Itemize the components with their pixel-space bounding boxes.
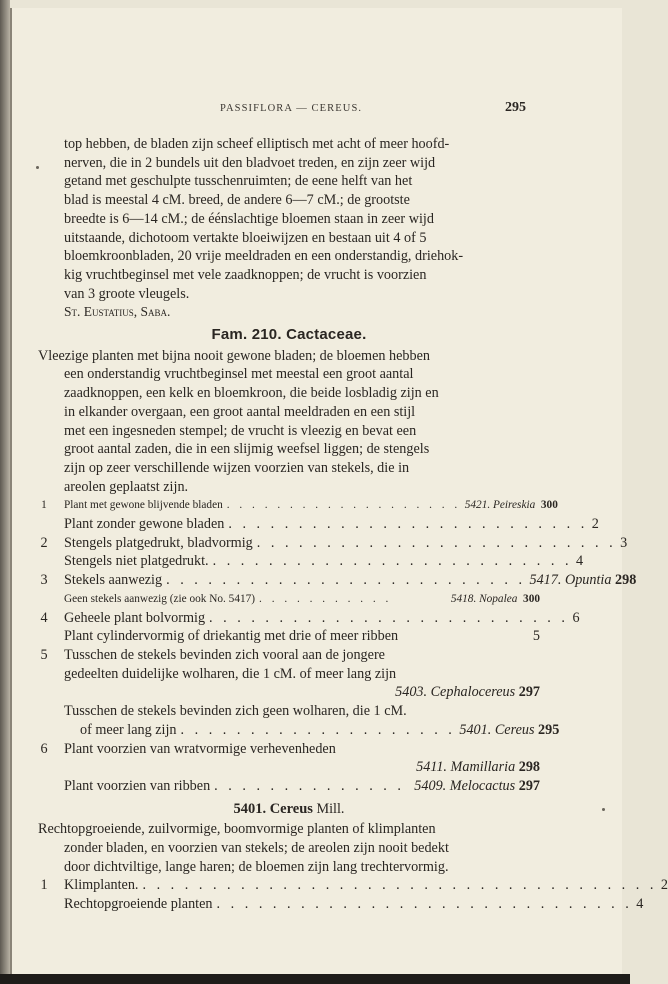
genus-title [38, 800, 540, 819]
family-key [38, 496, 637, 795]
key-text: Plant cylindervormig of driekantig met drie of meer ribben [64, 628, 399, 645]
key-row [38, 740, 540, 777]
text-line: door dichtviltige, lange haren; de bloemen zijn lang trechtervormig. [64, 858, 449, 875]
key-text: gedeelten duidelijke wolharen, die 1 cM. of meer lang zijn [64, 665, 397, 682]
page-ref: 298 [518, 759, 540, 776]
genus-description [38, 820, 540, 876]
page-bottom-edge [0, 974, 630, 984]
key-continuation [64, 721, 560, 740]
page-number: 295 [505, 100, 526, 115]
page-header [12, 101, 622, 121]
genus-name: Cereus [494, 721, 535, 738]
genus-title-author: Mill. [316, 800, 345, 817]
genus-ref: 5418. [450, 592, 477, 605]
page-ref: 300 [540, 499, 558, 512]
genus-name: Melocactus [449, 777, 516, 794]
genus-name: Peireskia [493, 499, 536, 512]
text-line: uitstaande, dichotoom vertakte bloeiwijzen en bestaan uit 4 of 5 [64, 229, 427, 246]
page-ref: 297 [518, 684, 540, 701]
leader-dots: . . . . . . . . . . . . . . . . . . . . . . . . . . [209, 609, 569, 626]
key-text: Plant voorzien van wratvormige verhevenheden [64, 740, 336, 757]
genus-ref: 5403. [395, 684, 428, 701]
key-row [38, 627, 540, 646]
key-row [38, 590, 540, 609]
genus-key [38, 876, 668, 913]
key-text: Stengels platgedrukt, bladvormig [64, 534, 253, 551]
leader-dots: . . . . . . . . . . . . . . . . . . . . . . . . . . [256, 534, 617, 551]
key-reference [64, 683, 540, 702]
print-speck [602, 808, 605, 811]
text-line: zijn op zeer verschillende wijzen voorzien van stekels, die in [64, 459, 410, 476]
key-number: 6 [40, 740, 48, 757]
key-row [38, 496, 558, 515]
text-line: een onderstandig vruchtbeginsel met meestal een groot aantal [64, 366, 414, 383]
key-row [38, 609, 580, 628]
key-row [38, 876, 668, 895]
key-text: Tusschen de stekels bevinden zich vooral aan de jongere [64, 646, 385, 663]
genus-name: Cephalocereus [430, 684, 516, 701]
leader-dots: . . . . . . . . . . . . . . [214, 777, 405, 794]
text-line: met een ingesneden stempel; de vrucht is vleezig en bevat een [64, 422, 417, 439]
leader-dots: . . . . . . . . . . . . . . . . . . . . . . . . . . [212, 553, 572, 570]
text-line: getand met geschulpte tusschenruimten; de eene helft van het [64, 173, 413, 190]
key-goto: 2 [591, 516, 599, 533]
genus-ref: 5417. [529, 572, 562, 589]
family-description [38, 347, 540, 497]
intro-paragraph [38, 135, 540, 303]
book-page [10, 8, 668, 974]
genus-title-name: Cereus [269, 800, 313, 817]
family-title: Fam. 210. Cactaceae. [211, 326, 367, 344]
key-reference [451, 590, 540, 609]
key-number: 3 [40, 572, 48, 589]
key-text: Plant met gewone blijvende bladen [64, 499, 223, 512]
text-line: in elkander overgaan, een groot aantal meeldraden en een stijl [64, 403, 416, 420]
key-text: Geheele plant bolvormig [64, 609, 206, 626]
text-line: groot aantal zaden, die in een slijmig weefsel liggen; de stengels [64, 441, 430, 458]
book-spine-shadow [0, 0, 10, 984]
page-ref: 300 [523, 592, 540, 605]
key-number: 4 [40, 609, 48, 626]
text-line: areolen geplaatst zijn. [64, 478, 189, 495]
print-speck [36, 166, 39, 169]
key-text: Klimplanten. [64, 877, 139, 894]
key-number: 1 [40, 877, 48, 894]
leader-dots: . . . . . . . . . . . . . . . . . . . . [180, 721, 456, 738]
key-goto: 6 [572, 609, 580, 626]
genus-ref: 5401. [459, 721, 492, 738]
key-row [38, 571, 637, 590]
key-number: 5 [40, 646, 48, 663]
key-text: Stengels niet platgedrukt. [64, 553, 209, 570]
text-line: bloemkroonbladen, 20 vrije meeldraden en een onderstandig, driehok- [64, 248, 464, 265]
genus-ref: 5411. [416, 759, 447, 776]
text-line: blad is meestal 4 cM. breed, de andere 6—7 cM.; de grootste [64, 192, 410, 209]
text-line: breedte is 6—14 cM.; de éénslachtige bloemen staan in zeer wijd [64, 210, 434, 227]
genus-name: Mamillaria [450, 759, 516, 776]
text-line: nerven, die in 2 bundels uit den bladvoet treden, en zijn zeer wijd [64, 154, 436, 171]
page-content [38, 135, 668, 914]
key-text: Plant zonder gewone bladen [64, 516, 225, 533]
key-row [38, 895, 644, 914]
key-text: Geen stekels aanwezig (zie ook No. 5417) [64, 592, 256, 605]
genus-ref: 5409. [414, 777, 447, 794]
key-reference [529, 571, 636, 590]
leader-dots: . . . . . . . . . . . . . . . . . . . . . . . . . . [166, 572, 526, 589]
leader-dots: . . . . . . . . . . . . . . . . . . . . . . . . . . [228, 516, 588, 533]
leader-dots: . . . . . . . . . . . . . . . . . . . . . . . . . . . . . . . . . . . . . [142, 877, 657, 894]
text-line: Vleezige planten met bijna nooit gewone bladen; de bloemen hebben [38, 347, 430, 364]
key-number: 1 [41, 499, 47, 512]
key-goto: 2 [660, 877, 668, 894]
key-goto: 5 [532, 628, 540, 645]
key-goto: 4 [636, 896, 644, 913]
localities: St. Eustatius, Saba. [64, 304, 171, 320]
page-ref: 298 [615, 572, 637, 589]
key-reference [465, 496, 558, 515]
leader-dots: . . . . . . . . . . . [259, 592, 392, 605]
text-line: zonder bladen, en voorzien van stekels; de areolen zijn nooit bedekt [64, 840, 449, 857]
key-reference [414, 777, 540, 796]
key-reference [459, 721, 559, 740]
leader-dots: . . . . . . . . . . . . . . . . . . . [226, 499, 461, 512]
key-text: Stekels aanwezig [64, 572, 163, 589]
key-text: Plant voorzien van ribben [64, 777, 211, 794]
text-line: Rechtopgroeiende, zuilvormige, boomvormige planten of klimplanten [38, 821, 436, 838]
key-text: Tusschen de stekels bevinden zich geen wolharen, die 1 cM. [64, 703, 407, 720]
genus-ref: 5421. [464, 499, 491, 512]
key-number: 2 [40, 534, 48, 551]
text-line: zaadknoppen, een kelk en bloemkroon, die beide losbladig zijn en [64, 385, 439, 402]
text-line: van 3 groote vleugels. [64, 285, 190, 302]
text-line: top hebben, de bladen zijn scheef elliptisch met acht of meer hoofd- [64, 136, 450, 152]
page-ref: 295 [538, 721, 560, 738]
key-text: of meer lang zijn [80, 721, 177, 738]
key-row [38, 515, 599, 534]
key-row [38, 552, 584, 571]
key-row [38, 777, 540, 796]
key-row [38, 702, 560, 739]
key-row [38, 646, 540, 702]
genus-name: Opuntia [564, 572, 612, 589]
key-reference [64, 758, 540, 777]
leader-dots: . . . . . . . . . . . . . . . . . . . . . . . . . . . . . . [216, 896, 633, 913]
key-row [38, 534, 628, 553]
key-goto: 3 [620, 534, 628, 551]
running-head: PASSIFLORA — CEREUS. [220, 103, 363, 114]
key-goto: 4 [576, 553, 584, 570]
genus-title-number: 5401. [233, 800, 267, 817]
page-ref: 297 [518, 777, 540, 794]
key-text: Rechtopgroeiende planten [64, 896, 213, 913]
genus-name: Nopalea [479, 592, 518, 605]
text-line: kig vruchtbeginsel met vele zaadknoppen; de vrucht is voorzien [64, 266, 427, 283]
